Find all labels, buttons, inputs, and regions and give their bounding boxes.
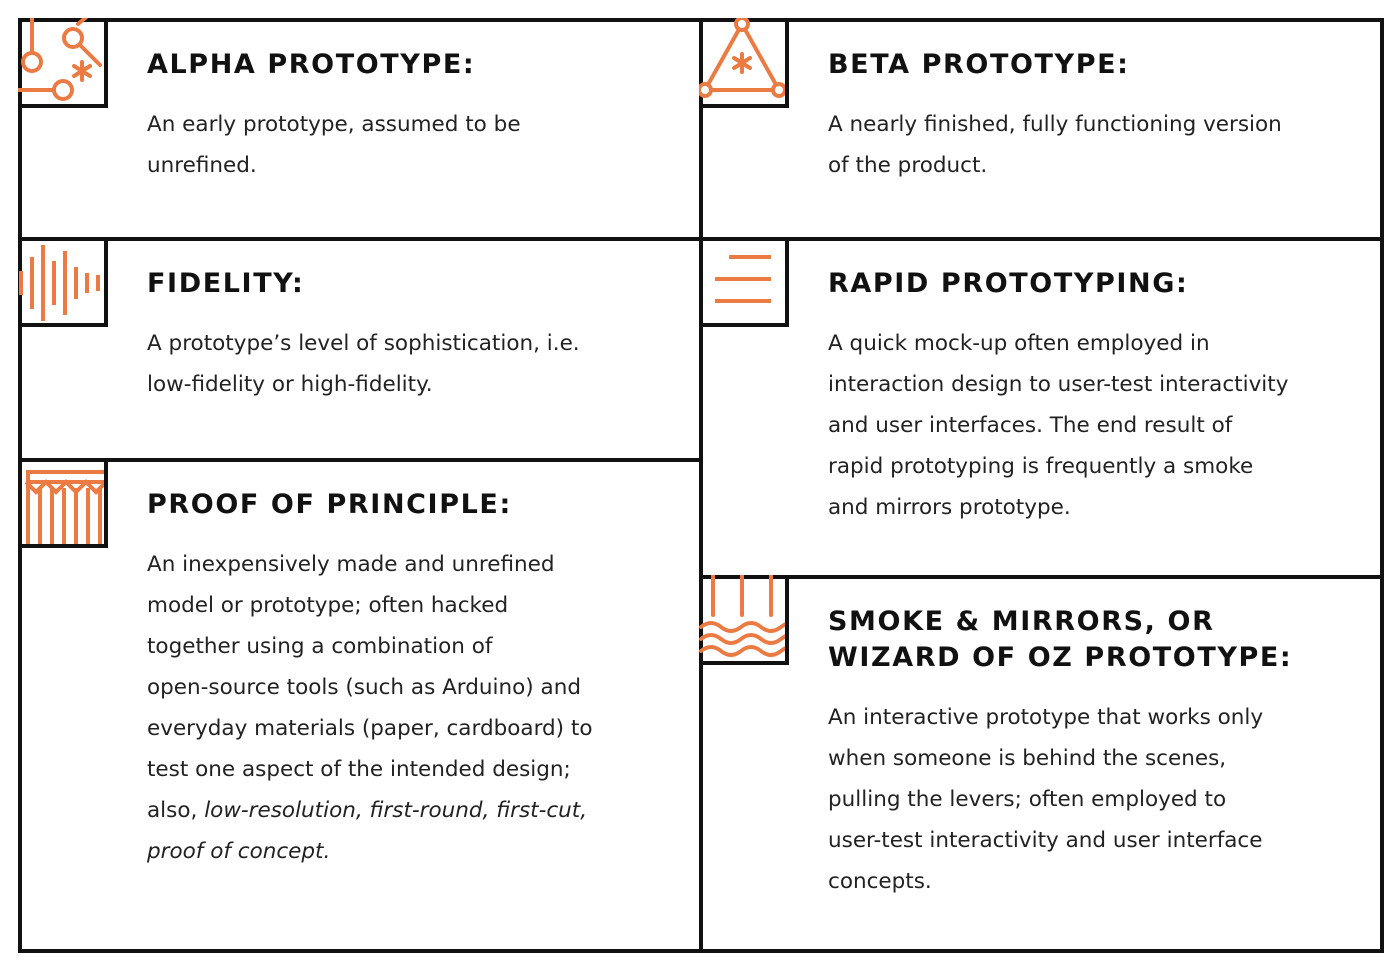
card-title: BETA PROTOTYPE:: [828, 49, 1130, 80]
definition-line: pulling the levers; often employed to: [828, 787, 1227, 812]
definition-line: model or prototype; often hacked: [147, 593, 509, 618]
definition-line: and mirrors prototype.: [828, 495, 1071, 520]
triangle-asterisk-icon: [699, 18, 789, 108]
definition-line: unrefined.: [147, 153, 257, 178]
card-definition: [147, 323, 580, 405]
definition-line: A quick mock-up often employed in: [828, 331, 1210, 356]
definition-line: of the product.: [828, 153, 988, 178]
definition-line: interaction design to user-test interactivity: [828, 372, 1289, 397]
definition-line: together using a combination of: [147, 634, 493, 659]
definition-line: concepts.: [828, 869, 932, 894]
card-definition: [147, 544, 593, 872]
card-definition: [828, 323, 1288, 528]
card-proof-of-principle: [22, 462, 699, 949]
definition-line: test one aspect of the intended design;: [147, 757, 571, 782]
card-definition: [147, 104, 521, 186]
definition-line: and user interfaces. The end result of: [828, 413, 1233, 438]
definition-line: user-test interactivity and user interface: [828, 828, 1263, 853]
card-smoke-and-mirrors: [703, 579, 1380, 949]
definition-line: A nearly finished, fully functioning version: [828, 112, 1282, 137]
waves-icon: [699, 575, 789, 665]
card-alpha-prototype: [22, 22, 699, 237]
card-title: FIDELITY:: [147, 268, 305, 299]
card-rapid-prototyping: [703, 241, 1380, 575]
lines-icon: [699, 237, 789, 327]
card-title: [828, 604, 1292, 676]
definition-italic-terms: proof of concept.: [147, 839, 331, 864]
definition-line: rapid prototyping is frequently a smoke: [828, 454, 1254, 479]
card-definition: [828, 697, 1263, 902]
definition-line: open-source tools (such as Arduino) and: [147, 675, 581, 700]
card-fidelity: [22, 241, 699, 458]
soundwave-icon: [18, 237, 108, 327]
card-beta-prototype: [703, 22, 1380, 237]
definition-line: A prototype’s level of sophistication, i.e.: [147, 331, 580, 356]
circuit-icon: [18, 18, 108, 108]
title-line: SMOKE & MIRRORS, OR: [828, 606, 1215, 637]
definition-line: An interactive prototype that works only: [828, 705, 1264, 730]
card-title: RAPID PROTOTYPING:: [828, 268, 1189, 299]
card-title: PROOF OF PRINCIPLE:: [147, 489, 512, 520]
definition-line: An early prototype, assumed to be: [147, 112, 521, 137]
definition-line: also,: [147, 798, 205, 823]
card-title: ALPHA PROTOTYPE:: [147, 49, 476, 80]
definition-italic-terms: low-resolution, first-round, first-cut,: [204, 798, 588, 823]
definition-line: low-fidelity or high-fidelity.: [147, 372, 433, 397]
definition-line: everyday materials (paper, cardboard) to: [147, 716, 593, 741]
definition-line: An inexpensively made and unrefined: [147, 552, 555, 577]
definition-line: when someone is behind the scenes,: [828, 746, 1227, 771]
card-definition: [828, 104, 1282, 186]
title-line: WIZARD OF OZ PROTOTYPE:: [828, 642, 1293, 673]
railing-icon: [18, 458, 108, 548]
